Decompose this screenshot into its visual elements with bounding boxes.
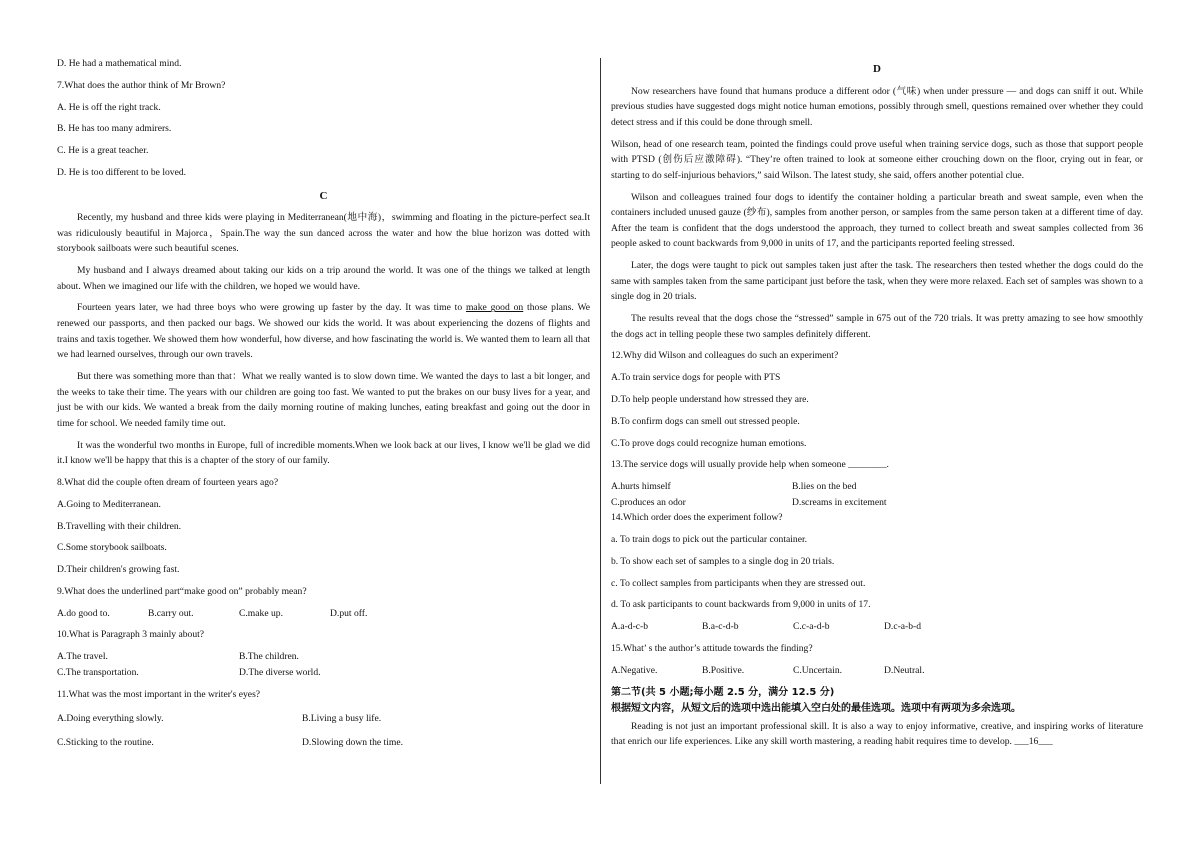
q7-option-c: C. He is a great teacher. — [57, 145, 149, 157]
q15-option-c: C.Uncertain. — [793, 664, 843, 676]
column-divider — [600, 58, 601, 784]
q14-step-c: c. To collect samples from participants when they are stressed out. — [611, 577, 866, 589]
q13-options-row-2 — [611, 495, 1143, 511]
underlined-phrase: make good on — [465, 302, 524, 314]
q14-option-b: B.a-c-d-b — [702, 621, 739, 633]
question-8: 8.What did the couple often dream of fourteen years ago? — [57, 476, 279, 488]
question-9: 9.What does the underlined part“make good on” probably mean? — [57, 585, 307, 597]
q10-options-row-1 — [57, 649, 590, 665]
q7-option-d: D. He is too different to be loved. — [57, 166, 187, 178]
q7-option-b: B. He has too many admirers. — [57, 123, 172, 135]
passage-d-paragraph-3: Wilson and colleagues trained four dogs to identify the container holding a particular breath and sweat sample, even when the containers included unused gauze (纱布), samples from another person, or samples from the same person taken at a different time of day. After the team is confident that the dogs understood the approach, they turned to collect breath and sweat samples collected from 36 people asked to count backwards from 9,000 in units of 17, and the participants reported feeling stressed. — [611, 191, 1143, 250]
q13-options-row-1 — [611, 479, 1143, 495]
q7-option-a: A. He is off the right track. — [57, 101, 161, 113]
q11-options-row-2 — [57, 735, 590, 751]
q8-option-b: B.Travelling with their children. — [57, 520, 182, 532]
part-2-title: 第二节(共 5 小题;每小题 2.5 分，满分 12.5 分) — [611, 686, 835, 698]
q15-option-a: A.Negative. — [611, 664, 658, 676]
passage-d-paragraph-2: Wilson, head of one research team, pointed the findings could prove useful when training service dogs, such as those that support people with PTSD (创伤后应激障碍). “They’re often trained to look at someone either crouching down on the floor, crying out in fear, or starting to do self-injurious behaviors,” said Wilson. The latest study, she said, offers another potential clue. — [611, 138, 1143, 181]
q14-step-b: b. To show each set of samples to a single dog in 20 trials. — [611, 555, 835, 567]
passage-d-paragraph-5: The results reveal that the dogs chose the “stressed” sample in 675 out of the 720 trials. It was pretty amazing to see how smoothly the dogs act in telling people these two samples definitely different. — [611, 313, 1143, 340]
q13-option-c: C.produces an odor — [611, 496, 686, 508]
question-12: 12.Why did Wilson and colleagues do such an experiment? — [611, 350, 839, 362]
q13-option-b: B.lies on the bed — [792, 481, 857, 493]
passage-c-paragraph-4: But there was something more than that：What we really wanted is to slow down time. We wanted the days to last a bit longer, and the weeks to take their time. The years with our children are going too fast. We wanted to put the brakes on our busy lives for a year, and just be with our kids. We wanted a break from the daily morning routine of making lunches, eating breakfast and going out the door in time for school. We needed family time out. — [57, 371, 590, 429]
question-11: 11.What was the most important in the writer's eyes? — [57, 688, 261, 700]
q11-option-c: C.Sticking to the routine. — [57, 736, 154, 748]
q8-option-a: A.Going to Mediterranean. — [57, 498, 161, 510]
passage-d-paragraph-1: Now researchers have found that humans produce a different odor (气味) when under pressure — and dogs can sniff it out. While previous studies have suggested dogs might notice human emotions, possibly through smell, questions remained over whether they could detect stress and if this could be done through smell. — [611, 85, 1143, 128]
passage-c-paragraph-3 — [57, 300, 590, 362]
q9-option-c: C.make up. — [239, 607, 283, 619]
q13-option-a: A.hurts himself — [611, 481, 671, 493]
q15-options — [611, 663, 1143, 679]
question-13: 13.The service dogs will usually provide help when someone ________. — [611, 459, 889, 471]
passage-c-paragraph-1: Recently, my husband and three kids were playing in Mediterranean(地中海)，swimming and floating in the picture-perfect sea.It was ridiculously beautiful in Majorca，Spain.The way the sun danced across the water and how the blue horizon was dotted with storybook sailboats were such beautiful scenes. — [57, 212, 590, 255]
question-14: 14.Which order does the experiment follow? — [611, 512, 783, 524]
q11-option-a: A.Doing everything slowly. — [57, 713, 164, 725]
q13-option-d: D.screams in excitement — [792, 496, 887, 508]
q6-option-d: D. He had a mathematical mind. — [57, 58, 182, 69]
q8-option-c: C.Some storybook sailboats. — [57, 542, 167, 554]
q14-step-d: d. To ask participants to count backwards from 9,000 in units of 17. — [611, 599, 871, 611]
q14-option-a: A.a-d-c-b — [611, 621, 649, 633]
paragraph-3-text-end: those plans. We renewed our passports, and then packed our bags. We showed our kids the world. It was about experiencing the dozens of flights and trains and taxis together. We showed them how wonderful, how diverse, and how fascinating the world is. We wanted them to learn all that we had learned ourselves, through our own travels. — [57, 302, 591, 361]
q12-option-1: A.To train service dogs for people with PTS — [611, 372, 781, 384]
q9-option-d: D.put off. — [330, 607, 368, 619]
q9-option-b: B.carry out. — [148, 607, 194, 619]
paragraph-3-text-start: Fourteen years later, we had three boys who were growing up faster by the day. It was time to — [77, 302, 466, 314]
passage-c-paragraph-2: My husband and I always dreamed about taking our kids on a trip around the world. It was one of the things we talked at length about. When we imagined our life with the children, we hoped we would have. — [57, 265, 590, 292]
q14-option-d: D.c-a-b-d — [884, 621, 922, 633]
q14-option-c: C.c-a-d-b — [793, 621, 830, 633]
part-2-instructions: 根据短文内容，从短文后的选项中选出能填入空白处的最佳选项。选项中有两项为多余选项。 — [611, 703, 1021, 715]
q11-options-row-1 — [57, 711, 590, 727]
passage-c-paragraph-5: It was the wonderful two months in Europe, full of incredible moments.When we look back at our lives, I know we'll be glad we did it.I know we'll be happy that this is a chapter of the story of our family. — [57, 439, 590, 467]
q10-option-b: B.The children. — [239, 651, 299, 663]
q8-option-d: D.Their children's growing fast. — [57, 564, 180, 576]
q12-option-4: C.To prove dogs could recognize human emotions. — [611, 437, 807, 449]
section-c-heading: C — [319, 189, 328, 202]
q12-option-3: B.To confirm dogs can smell out stressed people. — [611, 415, 800, 427]
q11-option-b: B.Living a busy life. — [302, 713, 382, 725]
passage-d-paragraph-4: Later, the dogs were taught to pick out samples taken just after the task. The researchers then tested whether the dogs could do the same with samples taken from the same participant just before the task, when they were more relaxed. Each set of samples was shown to a single dog in 20 trials. — [611, 260, 1143, 303]
part-2-passage-paragraph-1: Reading is not just an important professional skill. It is also a way to enjoy informative, creative, and inspiring works of literature that enrich our life experiences. Like any skill worth mastering, a reading habit requires time to develop. ___16___ — [611, 720, 1143, 748]
q14-step-a: a. To train dogs to pick out the particular container. — [611, 534, 808, 546]
right-column — [611, 56, 1143, 750]
question-15: 15.What’ s the author’s attitude towards the finding? — [611, 643, 813, 654]
question-7: 7.What does the author think of Mr Brown? — [57, 79, 226, 91]
q9-option-a: A.do good to. — [57, 607, 110, 619]
question-10: 10.What is Paragraph 3 mainly about? — [57, 629, 205, 641]
q9-options — [57, 606, 590, 622]
q15-option-d: D.Neutral. — [884, 664, 925, 676]
q15-option-b: B.Positive. — [702, 664, 745, 676]
q10-option-c: C.The transportation. — [57, 666, 139, 678]
q10-options-row-2 — [57, 665, 590, 681]
section-d-heading: D — [873, 63, 881, 75]
q14-options — [611, 619, 1143, 635]
q11-option-d: D.Slowing down the time. — [302, 736, 403, 748]
q12-option-2: D.To help people understand how stressed they are. — [611, 394, 809, 405]
q10-option-d: D.The diverse world. — [239, 666, 321, 678]
left-column — [57, 56, 590, 757]
q10-option-a: A.The travel. — [57, 651, 108, 663]
